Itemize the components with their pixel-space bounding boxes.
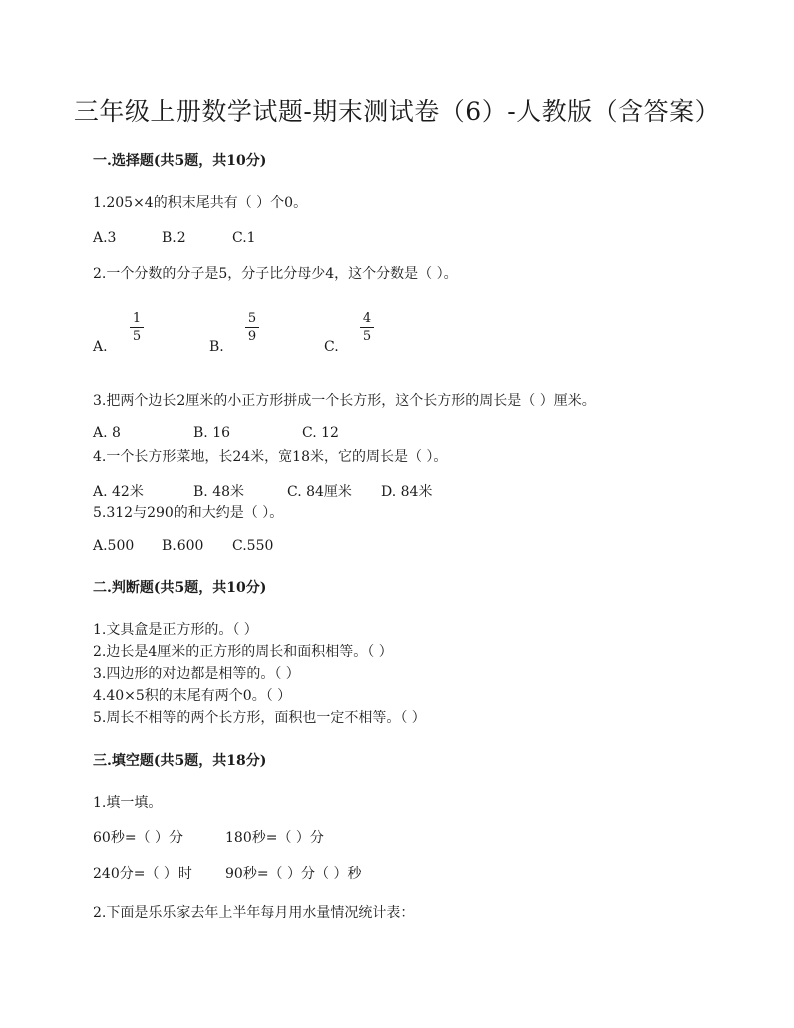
section-heading-fill-in: 三.填空题(共5题，共18分) xyxy=(93,753,267,769)
option-a: A. xyxy=(93,339,108,355)
option-c: C. 84厘米 xyxy=(287,484,352,500)
fraction-denominator: 9 xyxy=(247,329,257,344)
option-a: A. 42米 xyxy=(93,484,144,500)
fraction-option-c xyxy=(360,311,374,344)
option-a: A. 8 xyxy=(93,425,121,441)
option-b: B.600 xyxy=(162,538,204,554)
judgement-item: 1.文具盒是正方形的。（ ） xyxy=(93,622,258,638)
option-c: C. 12 xyxy=(302,425,339,441)
judgement-item: 5.周长不相等的两个长方形，面积也一定不相等。（ ） xyxy=(93,710,426,726)
fraction-numerator: 4 xyxy=(360,311,374,328)
judgement-item: 2.边长是4厘米的正方形的周长和面积相等。（ ） xyxy=(93,644,393,660)
question-text: 2.一个分数的分子是5，分子比分母少4，这个分数是（ ）。 xyxy=(93,266,458,282)
fill-in-blank: 60秒=（ ）分 xyxy=(93,830,183,846)
option-b: B. xyxy=(209,339,224,355)
question-text: 4.一个长方形菜地，长24米，宽18米，它的周长是（ ）。 xyxy=(93,449,448,465)
fraction-denominator: 5 xyxy=(132,329,142,344)
question-text: 3.把两个边长2厘米的小正方形拼成一个长方形，这个长方形的周长是（ ）厘米。 xyxy=(93,393,596,409)
fraction-option-a xyxy=(130,311,144,344)
question-text: 1.205×4的积末尾共有（ ）个0。 xyxy=(93,195,308,211)
option-d: D. 84米 xyxy=(381,484,433,500)
fraction-numerator: 5 xyxy=(245,311,259,328)
judgement-item: 3.四边形的对边都是相等的。（ ） xyxy=(93,666,300,682)
fraction-denominator: 5 xyxy=(362,329,372,344)
question-text: 5.312与290的和大约是（ ）。 xyxy=(93,505,284,521)
fraction-numerator: 1 xyxy=(130,311,144,328)
judgement-item: 4.40×5积的末尾有两个0。（ ） xyxy=(93,688,292,704)
option-a: A.500 xyxy=(93,538,135,554)
option-b: B.2 xyxy=(162,230,186,246)
option-a: A.3 xyxy=(93,230,117,246)
fill-in-blank: 240分=（ ）时 xyxy=(93,866,192,882)
question-text: 1.填一填。 xyxy=(93,795,163,811)
page-title: 三年级上册数学试题-期末测试卷（6）-人教版（含答案） xyxy=(73,97,721,126)
option-c: C. xyxy=(324,339,339,355)
question-text: 2.下面是乐乐家去年上半年每月用水量情况统计表： xyxy=(93,905,415,921)
option-c: C.550 xyxy=(232,538,274,554)
fill-in-blank: 90秒=（ ）分（ ）秒 xyxy=(225,866,362,882)
fraction-option-b xyxy=(245,311,259,344)
section-heading-judgement: 二.判断题(共5题，共10分) xyxy=(93,580,267,596)
option-b: B. 48米 xyxy=(193,484,245,500)
section-heading-choice: 一.选择题(共5题，共10分) xyxy=(93,153,267,169)
option-b: B. 16 xyxy=(193,425,231,441)
fill-in-blank: 180秒=（ ）分 xyxy=(225,830,324,846)
option-c: C.1 xyxy=(232,230,256,246)
